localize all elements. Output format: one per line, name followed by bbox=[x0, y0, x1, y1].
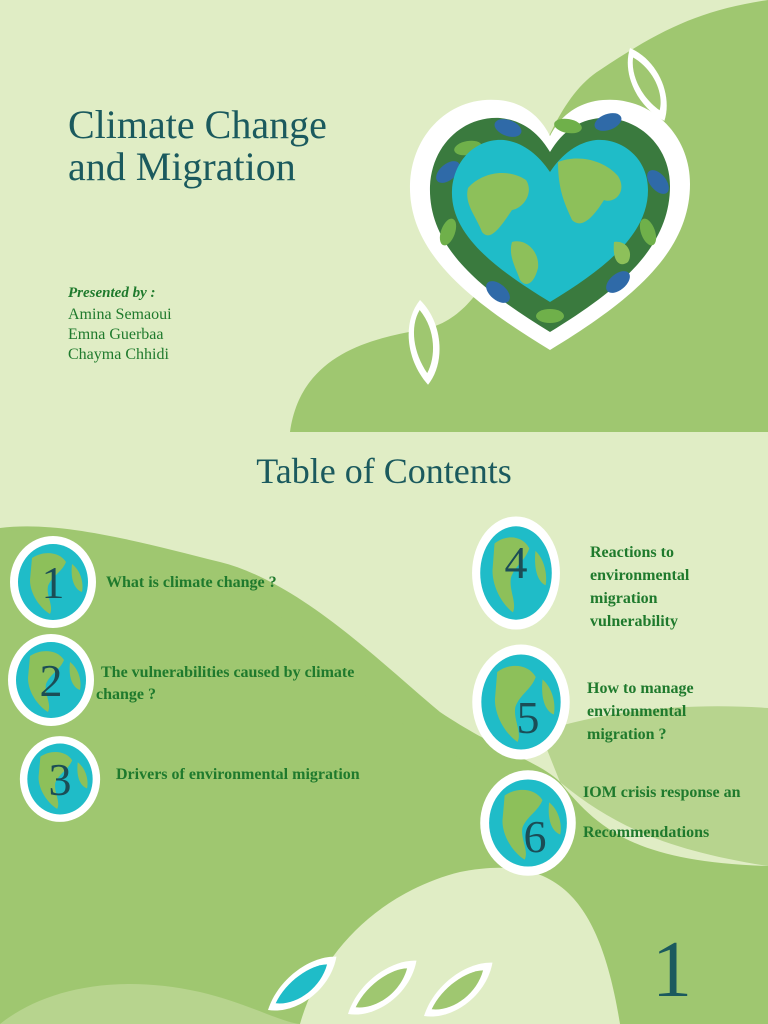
toc-item-text: Recommendations bbox=[583, 824, 710, 841]
toc-number: 6 bbox=[523, 810, 547, 862]
globe-badge-4 bbox=[470, 514, 562, 632]
presenter-name: Chayma Chhidi bbox=[68, 346, 169, 363]
toc-item-text: How to manage environmental migration ? bbox=[587, 680, 694, 743]
title-slide bbox=[0, 0, 768, 432]
globe-badge-5 bbox=[470, 642, 572, 762]
globe-badge-3 bbox=[18, 732, 102, 826]
page-number: 1 bbox=[652, 926, 692, 1014]
toc-heading: Table of Contents bbox=[256, 451, 512, 491]
toc-item-text: What is climate change ? bbox=[106, 574, 277, 591]
toc-number: 1 bbox=[41, 556, 65, 608]
toc-number: 5 bbox=[516, 691, 540, 743]
presenter-name: Emna Guerbaa bbox=[68, 326, 164, 343]
toc-item-text: Drivers of environmental migration bbox=[116, 766, 360, 783]
globe-badge-1 bbox=[8, 534, 98, 630]
toc-number: 3 bbox=[48, 753, 72, 805]
toc-item-text: The vulnerabilities caused by climate change ? bbox=[96, 664, 355, 703]
toc-number: 4 bbox=[504, 537, 528, 588]
globe-badge-6 bbox=[478, 768, 578, 878]
toc-item-text: Reactions to environmental migration vulnerability bbox=[590, 544, 690, 630]
presentation-title: Climate Change and Migration bbox=[68, 102, 327, 189]
slide1-background-waves bbox=[0, 0, 768, 432]
presenter-name: Amina Semaoui bbox=[68, 306, 172, 323]
globe-badge-2 bbox=[6, 632, 96, 728]
table-of-contents-slide bbox=[0, 432, 768, 1024]
toc-item-text: IOM crisis response an bbox=[583, 784, 741, 801]
toc-number: 2 bbox=[39, 654, 63, 706]
presented-by-label: Presented by : bbox=[68, 285, 156, 301]
